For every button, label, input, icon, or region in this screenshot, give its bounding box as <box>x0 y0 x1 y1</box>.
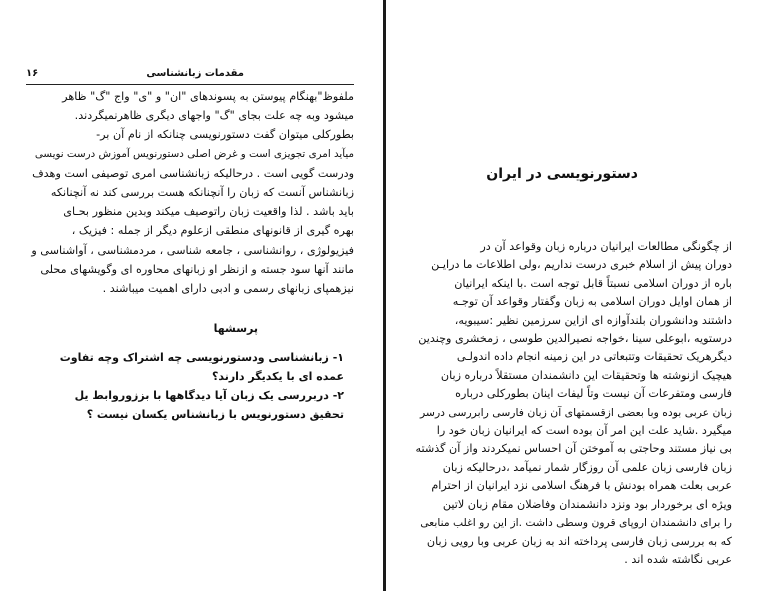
text-line: زبان عربی بوده وبا بعضی ازقسمتهای آن زبان فارسی رابررسی درسر <box>419 405 732 419</box>
text-line: زبان فارسی زبان علمی آن روزگار شمار نمیآمد ،درحالیکه زبان <box>442 460 732 474</box>
text-line: فیزیولوژی ، روانشناسی ، جامعه شناسی ، مردمشناسی ، آواشناسی و <box>31 243 354 257</box>
question-2 <box>44 386 344 424</box>
chapter-title: دستورنویسی در ایران <box>486 166 638 182</box>
running-head <box>26 68 354 82</box>
text-line: درستویه ،ابوعلی سینا ،خواجه نصیرالدین طوسی ، زمخشری وچندین <box>418 332 732 346</box>
text-line: باید باشد . لذا واقعیت زبان راتوصیف میکند وبدین منظور بحـای <box>63 205 354 219</box>
question-line: عمده ای با یکدیگر دارند؟ <box>211 370 344 383</box>
text-line: فارسی ومتفرعات آن نیست وتاً لیفات اینان بطورکلی درباره <box>455 387 732 401</box>
text-line: نیزهمپای زبانهای رسمی و ادبی دارای اهمیت میباشند . <box>102 282 354 296</box>
text-line: بهره گیری از قانونهای منطقی ازعلوم دیگر از جمله : فیزیک ، <box>71 224 354 238</box>
left-body-text <box>28 87 354 298</box>
text-line: میگیرد .شاید علت این امر آن بوده است که ایرانیان زبان خود را <box>436 424 732 438</box>
text-line: را برای دانشمندان اروپای قرون وسطی داشت .از این رو اغلب منابعی <box>420 516 732 530</box>
right-page <box>386 0 768 591</box>
text-line: میآید امری تجویزی است و غرض اصلی دستورنویس آموزش درست نویسی <box>34 147 354 160</box>
text-line: دوران پیش از اسلام خبری درست نداریم ،ولی اطلاعات ما درایـن <box>431 258 732 272</box>
text-line: ویژه ای برخوردار بود ونزد دانشمندان وفاضلان مقام زبان لاتین <box>442 497 732 511</box>
text-line: ودرست گویی است . درحالیکه زبانشناسی امری توصیفی است وهدف <box>32 166 354 180</box>
question-1 <box>44 348 344 386</box>
text-line: بی نیاز مستند وحاجتی به آموختن آن احساس نمیکردند واز آن گذشته <box>415 442 732 456</box>
text-line: میشود وبه چه علت بجای "گ" واجهای دیگری ظاهرنمیگردند. <box>74 109 354 123</box>
text-line: باره از دوران اسلامی نسبتاً قابل توجه است .با اینکه ایرانیان <box>454 276 732 290</box>
text-line: عربی بعلت همراه بودنش با فرهنگ اسلامی نزد ایرانیان از احترام <box>431 479 732 493</box>
page-number: ۱۶ <box>26 68 39 79</box>
text-line: دیگرهریک تحقیقات وتتبعاتی در این زمینه انجام داده اندولـی <box>456 350 732 364</box>
questions-heading: پرسشها <box>213 322 258 335</box>
question-line: ۱- زبانشناسی ودستورنویسی چه اشتراک وچه تفاوت <box>59 351 344 364</box>
text-line: مانند آنها سود جسته و ازنظر او زبانهای محاوره ای وگویشهای محلی <box>40 262 354 276</box>
text-line: از همان اوایل دوران اسلامی به زبان وگفتار وقواعد آن توجـه <box>452 295 732 309</box>
text-line: ملفوظ"بهنگام پیوستن به پسوندهای "ان" و "ی" واج "گ" ظاهر <box>62 90 354 103</box>
header-rule <box>26 84 354 85</box>
right-body-text <box>414 238 732 569</box>
running-title: مقدمات زبانشناسی <box>146 68 244 79</box>
text-line: که به بررسی زبان فارسی پرداخته اند به زبان عربی وبا رویی زبان <box>426 534 732 548</box>
question-line: تحقیق دستورنویس با زبانشناس یکسان نیست ؟ <box>86 408 344 421</box>
text-line: داشتند ودانشوران بلندآوازه ای ازاین سرزمین نظیر :سیبویه، <box>454 313 732 327</box>
text-line: زبانشناس آنست که زبان را آنچنانکه هست بررسی کند نه آنچنانکه <box>50 186 354 200</box>
text-line: بطورکلی میتوان گفت دستورنویسی چنانکه از نام آن بر- <box>96 128 354 142</box>
question-line: ۲- دربررسی یک زبان آیا دیدگاهها با بززوروابط یل <box>74 389 344 402</box>
text-line: از چگونگی مطالعات ایرانیان درباره زبان وقواعد آن در <box>480 240 732 253</box>
text-line: هیچیک ازنوشته ها وتحقیقات این دانشمندان مستقلاً درباره زبان <box>440 368 732 382</box>
text-line: عربی نگاشته شده اند . <box>624 552 732 566</box>
